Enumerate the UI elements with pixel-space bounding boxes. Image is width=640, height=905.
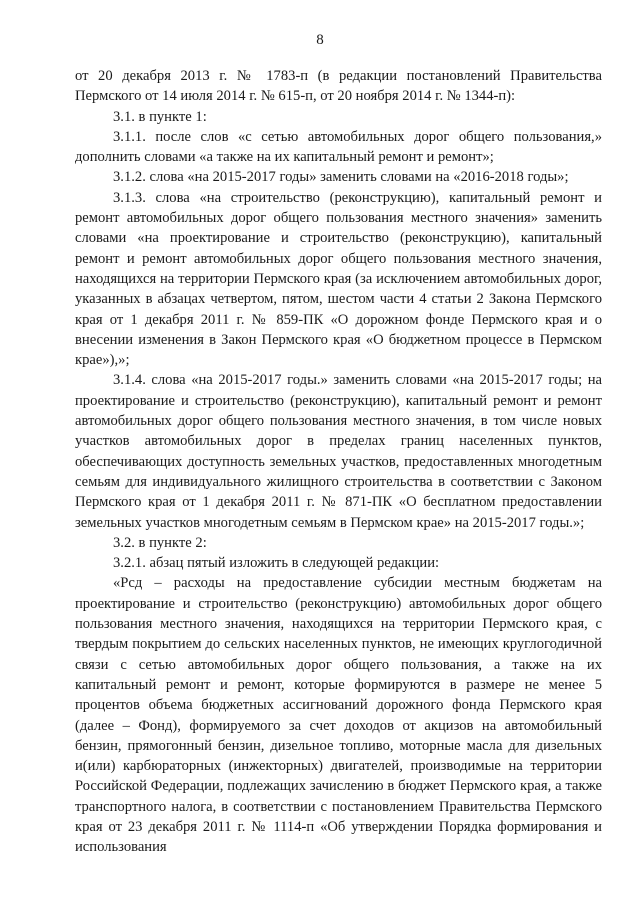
paragraph-intro: от 20 декабря 2013 г. № 1783-п (в редакции постановлений Правительства Пермского от 14 июля 2014 г. № 615-п, от 20 ноября 2014 г. № 1344-п): — [75, 68, 602, 105]
paragraph-3-1-4: 3.1.4. слова «на 2015-2017 годы.» заменить словами «на 2015-2017 годы; на проектирование и строительство (реконструкцию), капитальный ремонт и ремонт автомобильных дорог общего пользования местного значения, в том числе новых участков автомобильных дорог в пределах границ населенных пунктов, обеспечивающих доступность земельных участков, предоставленных многодетным семьям для индивидуального жилищного строительства в соответствии с Законом Пермского края от 1 декабря 2011 г. № 871-ПК «О бесплатном предоставлении земельных участков многодетным семьям в Пермском крае» на 2015-2017 годы.»; — [75, 372, 602, 531]
paragraph-3-1-2: 3.1.2. слова «на 2015-2017 годы» заменить словами на «2016-2018 годы»; — [113, 169, 569, 186]
page-number: 8 — [316, 32, 324, 48]
document-body — [75, 66, 602, 858]
paragraph-3-2: 3.2. в пункте 2: — [113, 534, 207, 551]
paragraph-3-1-1: 3.1.1. после слов «с сетью автомобильных дорог общего пользования,» дополнить словами «а также на их капитальный ремонт и ремонт»; — [75, 128, 602, 166]
paragraph-3-2-1: 3.2.1. абзац пятый изложить в следующей редакции: — [113, 555, 440, 572]
paragraph-3-1: 3.1. в пункте 1: — [113, 108, 207, 125]
paragraph-3-1-3: 3.1.3. слова «на строительство (реконструкцию), капитальный ремонт и ремонт автомобильных дорог общего пользования местного значения» заменить словами «на проектирование и строительство (реконструкцию), капитальный ремонт и ремонт автомобильных дорог общего пользования местного значения, находящихся на территории Пермского края (за исключением автомобильных дорог, указанных в абзацах четвертом, пятом, шестом части 4 статьи 2 Закона Пермского края от 1 декабря 2011 г. № 859-ПК «О дорожном фонде Пермского края и о внесении изменения в Закон Пермского края «О бюджетном процессе в Пермском крае»),»; — [75, 189, 602, 369]
paragraph-rsd-definition: «Рсд – расходы на предоставление субсидии местным бюджетам на проектирование и строительство (реконструкцию) автомобильных дорог общего пользования местного значения, находящихся на территории Пермского края, с твердым покрытием до сельских населенных пунктов, не имеющих круглогодичной связи с сетью автомобильных дорог общего пользования, а также на их капитальный ремонт и ремонт, которые формируются в размере не менее 5 процентов объема бюджетных ассигнований дорожного фонда Пермского края (далее – Фонд), формируемого за счет доходов от акцизов на автомобильный бензин, прямогонный бензин, дизельное топливо, моторные масла для дизельных и(или) карбюраторных (инжекторных) двигателей, производимые на территории Российской Федерации, подлежащих зачислению в бюджет Пермского края, а также транспортного налога, в соответствии с постановлением Правительства Пермского края от 23 декабря 2011 г. № 1114-п «Об утверждении Порядка формирования и использования — [75, 575, 602, 856]
